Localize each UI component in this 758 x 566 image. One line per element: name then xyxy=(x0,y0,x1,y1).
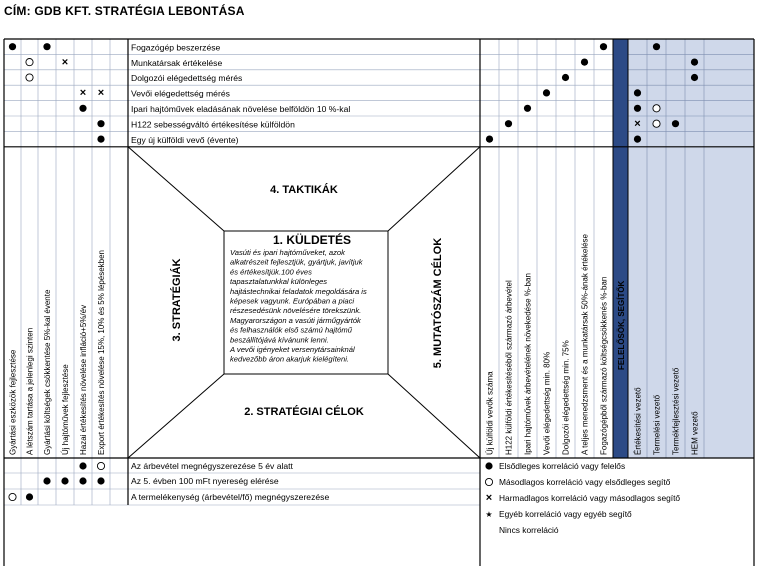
filled-circle-icon xyxy=(634,136,641,143)
diagonal-line xyxy=(128,147,224,231)
responsible-label: HEM vezető xyxy=(690,411,700,455)
metric-label: Dolgozói elégedettség min. 75% xyxy=(561,340,571,455)
metric-label: Fogazógépből származó költségcsökkenés %-ban xyxy=(599,276,609,455)
filled-circle-icon xyxy=(43,477,50,484)
responsibles-header-band xyxy=(613,39,628,458)
tactic-label: Ipari hajtóművek eladásának növelése belföldön 10 %-kal xyxy=(131,104,351,114)
cross-icon: × xyxy=(79,87,87,100)
tactic-label: H122 sebességváltó értékesítése külföldön xyxy=(131,119,295,130)
mission-text-line: és felhasználók első számú hajtómű xyxy=(230,325,352,335)
metric-label: H122 külföldi értékesítéséből származó árbevétel xyxy=(504,280,514,455)
filled-circle-icon xyxy=(97,120,104,127)
strategy-label: Gyártási költségek csökkentése 5%-kal évente xyxy=(43,289,52,455)
tactic-label: Fogazógép beszerzése xyxy=(131,42,221,53)
tactic-label: Egy új külföldi vevő (évente) xyxy=(131,134,239,145)
responsible-label: Termékfejlesztési vezető xyxy=(671,367,681,455)
filled-circle-icon xyxy=(653,43,660,50)
diagonal-line xyxy=(388,374,480,458)
filled-circle-icon xyxy=(691,74,698,81)
mission-text-line: hajtástechnikai feladatok megoldására is xyxy=(230,286,367,296)
filled-circle-icon xyxy=(672,120,679,127)
open-circle-icon xyxy=(97,462,104,469)
filled-circle-icon xyxy=(97,136,104,143)
open-circle-icon xyxy=(653,105,660,112)
legend-label: Egyéb korreláció vagy egyéb segítő xyxy=(499,509,632,520)
diagonal-line xyxy=(128,374,224,458)
strategies-label: 3. STRATÉGIÁK xyxy=(171,258,183,342)
filled-circle-icon xyxy=(691,59,698,66)
filled-circle-icon xyxy=(634,105,641,112)
tactic-label: Dolgozói elégedettség mérés xyxy=(131,73,243,84)
filled-circle-icon xyxy=(43,43,50,50)
metric-label: Ipari hajtóművek árbevételének növekedése %-ban xyxy=(523,273,533,455)
strategy-label: Új hajtóművek fejlesztése xyxy=(61,364,70,455)
filled-circle-icon xyxy=(79,105,86,112)
mission-text-line: beszállítójává kívánunk lenni. xyxy=(230,335,329,345)
filled-circle-icon xyxy=(26,493,33,500)
mission-text-line: alkatrészeit fejlesztjük, gyártjuk, javítjuk xyxy=(230,257,363,267)
metric-label: Új külföldi vevők száma xyxy=(485,371,495,455)
star-icon: ★ xyxy=(485,510,493,519)
responsible-label: Termelési vezető xyxy=(652,394,662,455)
mission-text-line: tapasztalatunkkal különleges xyxy=(230,277,328,287)
mission-text-line: és értékesítjük.100 éves xyxy=(230,267,312,277)
metrics-label: 5. MUTATÓSZÁM CÉLOK xyxy=(432,237,444,369)
filled-circle-icon xyxy=(79,477,86,484)
cross-icon: × xyxy=(97,87,105,100)
tactic-label: Vevői elégedettség mérés xyxy=(131,88,230,99)
strategy-label: Hazai értékesítés növelése infláció+5%/év xyxy=(79,304,88,455)
mission-text-line: A vevői igényeket versenytársainknál xyxy=(230,345,355,354)
responsibles-header: FELELŐSÖK, SEGÍTŐK xyxy=(617,280,626,370)
legend-label: Elsődleges korreláció vagy felelős xyxy=(499,461,626,472)
mission-title: 1. KÜLDETÉS xyxy=(272,233,352,247)
filled-circle-icon xyxy=(97,477,104,484)
filled-circle-icon xyxy=(79,462,86,469)
filled-circle-icon xyxy=(486,136,493,143)
filled-circle-icon xyxy=(61,477,68,484)
strategy-label: Export értékesítés növelése 15%, 10% és 5% lépésekben xyxy=(97,249,106,455)
mission-text-line: képesek vagyunk. Európában a piaci xyxy=(230,296,355,306)
open-circle-icon xyxy=(26,74,33,81)
filled-circle-icon xyxy=(9,43,16,50)
strategy-label: Gyártási eszközök fejlesztése xyxy=(8,349,18,455)
filled-circle-icon xyxy=(600,43,607,50)
goal-label: Az 5. évben 100 mFt nyereség elérése xyxy=(131,476,279,487)
filled-circle-icon xyxy=(634,89,641,96)
mission-text-line: Vasúti és ipari hajtóműveket, azok xyxy=(230,248,345,257)
open-circle-icon xyxy=(485,478,492,485)
metric-label: A teljes menedzsment és a munkatársak 50%-ának értékelése xyxy=(580,233,590,455)
mission-text-line: részesedésünk növelésére törekszünk. xyxy=(230,306,362,316)
metric-label: Vevői elégedettség min. 80% xyxy=(542,351,552,455)
mission-text-line: kedvezőbb áron akarjuk kielégíteni. xyxy=(230,354,350,364)
mission-text-line: Magyarországon a vasúti járműgyártók xyxy=(230,315,361,325)
filled-circle-icon xyxy=(562,74,569,81)
filled-circle-icon xyxy=(505,120,512,127)
filled-circle-icon xyxy=(485,462,492,469)
legend-label: Nincs korreláció xyxy=(499,525,559,536)
open-circle-icon xyxy=(653,120,660,127)
cross-icon: × xyxy=(485,492,493,505)
goal-label: Az árbevétel megnégyszerezése 5 év alatt xyxy=(131,461,293,472)
open-circle-icon xyxy=(9,493,16,500)
page-title: CÍM: GDB KFT. STRATÉGIA LEBONTÁSA xyxy=(4,4,245,18)
diagonal-line xyxy=(388,147,480,231)
goal-label: A termelékenység (árbevétel/fő) megnégyszerezése xyxy=(131,492,330,503)
tactics-label: 4. TAKTIKÁK xyxy=(270,184,338,196)
filled-circle-icon xyxy=(543,89,550,96)
cross-icon: × xyxy=(634,117,641,130)
legend-label: Harmadlagos korreláció vagy másodlagos segítő xyxy=(499,493,681,504)
tactic-label: Munkatársak értékelése xyxy=(131,57,223,68)
filled-circle-icon xyxy=(524,105,531,112)
strategy-label: A létszám tartása a jelenlegi szinten xyxy=(25,327,35,455)
cross-icon: × xyxy=(61,56,69,69)
filled-circle-icon xyxy=(581,59,588,66)
legend-label: Másodlagos korreláció vagy elsődleges segítő xyxy=(499,477,671,488)
goals-label: 2. STRATÉGIAI CÉLOK xyxy=(244,406,364,418)
responsible-label: Értékesítési vezető xyxy=(633,387,643,455)
open-circle-icon xyxy=(26,59,33,66)
